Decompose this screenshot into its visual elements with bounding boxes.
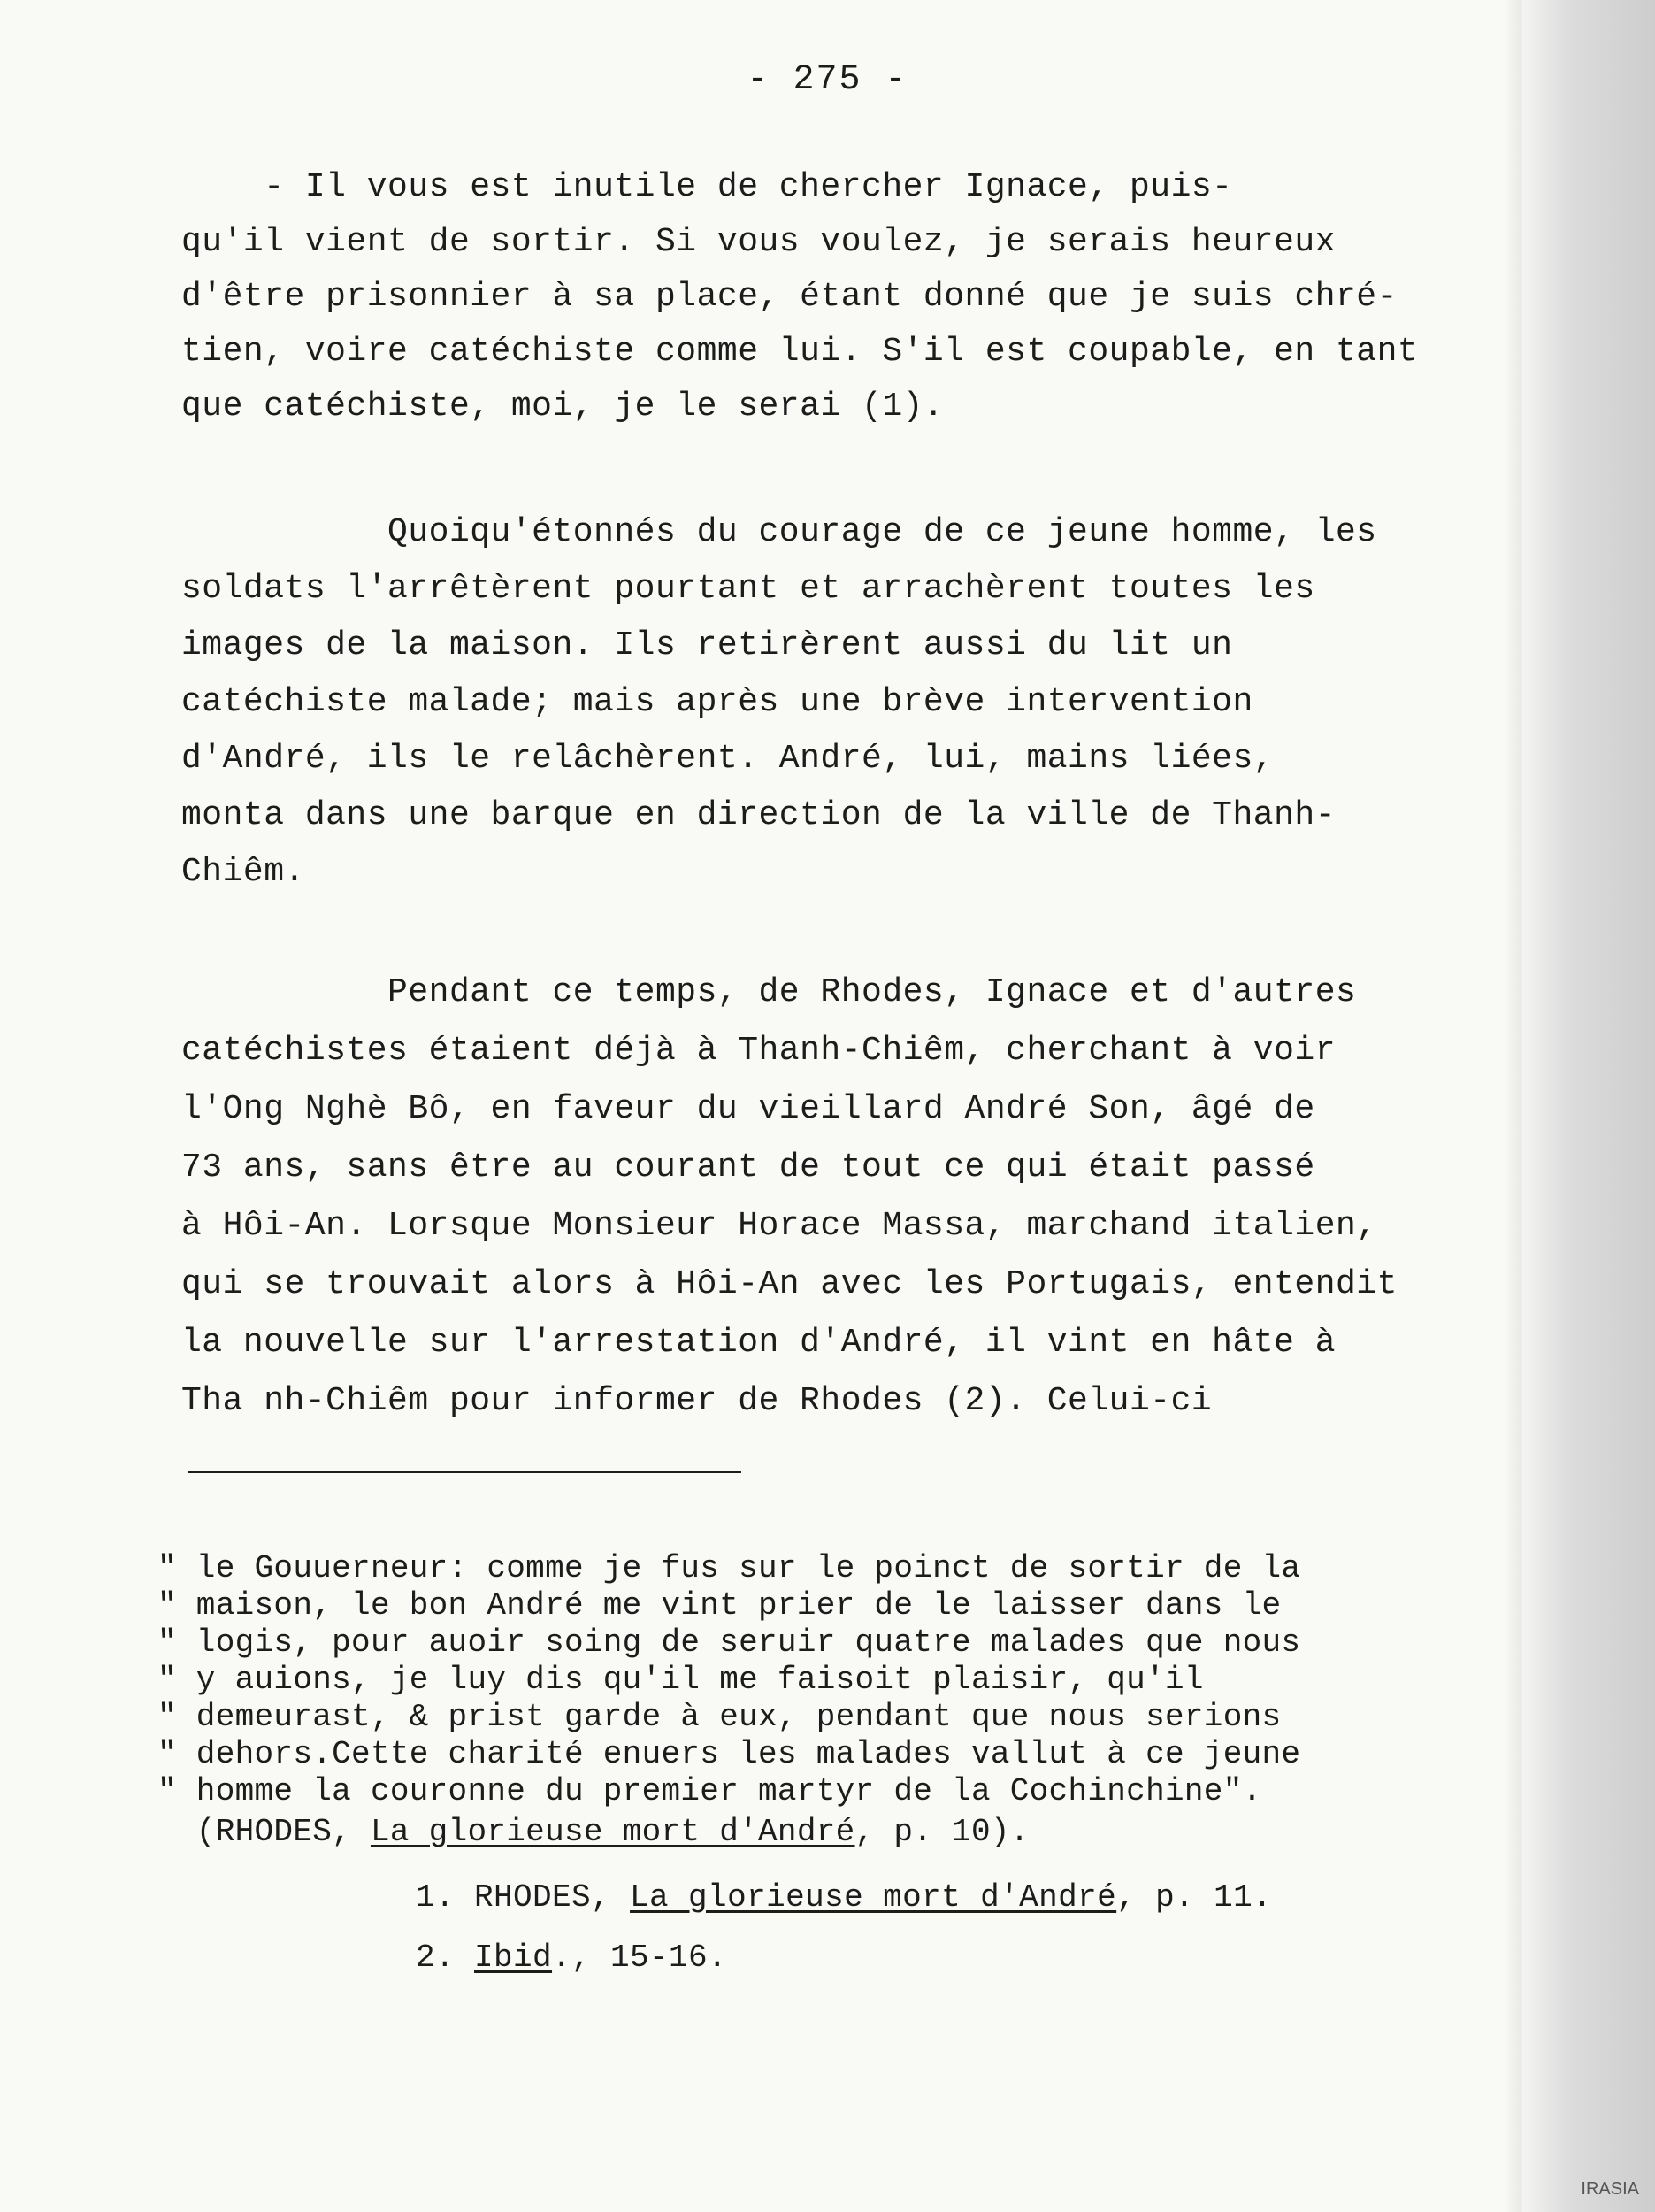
text-line: 73 ans, sans être au courant de tout ce qui était passé [181, 1148, 1315, 1187]
footnote-line: " demeurast, & prist garde à eux, pendant que nous serions [157, 1699, 1282, 1735]
footnote-line: " maison, le bon André me vint prier de le laisser dans le [157, 1587, 1282, 1624]
footnote-line: " le Gouuerneur: comme je fus sur le poinct de sortir de la [157, 1550, 1301, 1586]
text-line: Chiêm. [181, 853, 305, 891]
note-suffix: , p. 11. [1116, 1879, 1273, 1916]
text-line: qui se trouvait alors à Hôi-An avec les Portugais, entendit [181, 1265, 1398, 1303]
text-line: Quoiqu'étonnés du courage de ce jeune homme, les [181, 513, 1377, 551]
text-line: l'Ong Nghè Bô, en faveur du vieillard André Son, âgé de [181, 1090, 1315, 1128]
footnote-separator-rule [188, 1471, 741, 1473]
note-prefix: 2. [416, 1939, 475, 1976]
page-number: - 275 - [747, 60, 908, 100]
text-line: Tha nh-Chiêm pour informer de Rhodes (2). Celui-ci [181, 1382, 1213, 1420]
footnote-line: " dehors.Cette charité enuers les malades vallut à ce jeune [157, 1736, 1301, 1772]
text-line: la nouvelle sur l'arrestation d'André, il vint en hâte à [181, 1324, 1337, 1362]
footnote-line: " homme la couronne du premier martyr de la Cochinchine". [157, 1773, 1262, 1809]
scanner-edge-shadow [1522, 0, 1655, 2212]
citation-title: La glorieuse mort d'André [370, 1814, 855, 1850]
text-line: soldats l'arrêtèrent pourtant et arrachèrent toutes les [181, 570, 1315, 608]
note-2 [416, 1939, 727, 1976]
note-prefix: 1. RHODES, [416, 1879, 631, 1916]
note-1 [416, 1879, 1272, 1916]
text-line: images de la maison. Ils retirèrent aussi du lit un [181, 626, 1233, 664]
text-line: catéchiste malade; mais après une brève intervention [181, 683, 1253, 721]
text-line: d'André, ils le relâchèrent. André, lui, mains liées, [181, 740, 1275, 778]
note-suffix: ., 15-16. [552, 1939, 728, 1976]
footnote-line: " logis, pour auoir soing de seruir quatre malades que nous [157, 1624, 1301, 1661]
text-line: que catéchiste, moi, je le serai (1). [181, 388, 945, 426]
text-line: - Il vous est inutile de chercher Ignace, puis- [181, 168, 1233, 206]
text-line: catéchistes étaient déjà à Thanh-Chiêm, cherchant à voir [181, 1032, 1337, 1070]
footnote-citation [157, 1814, 1030, 1850]
text-line: d'être prisonnier à sa place, étant donné que je suis chré- [181, 278, 1398, 316]
text-line: Pendant ce temps, de Rhodes, Ignace et d'autres [181, 973, 1357, 1011]
citation-suffix: , p. 10). [854, 1814, 1030, 1850]
note-title: Ibid [474, 1939, 553, 1976]
text-line: qu'il vient de sortir. Si vous voulez, je serais heureux [181, 223, 1337, 261]
note-title: La glorieuse mort d'André [630, 1879, 1117, 1916]
text-line: monta dans une barque en direction de la ville de Thanh- [181, 796, 1337, 834]
watermark: IRASIA [1581, 2179, 1639, 2199]
citation-prefix: (RHODES, [157, 1814, 371, 1850]
text-line: à Hôi-An. Lorsque Monsieur Horace Massa, marchand italien, [181, 1207, 1377, 1245]
text-line: tien, voire catéchiste comme lui. S'il est coupable, en tant [181, 333, 1419, 371]
footnote-line: " y auions, je luy dis qu'il me faisoit plaisir, qu'il [157, 1662, 1204, 1698]
